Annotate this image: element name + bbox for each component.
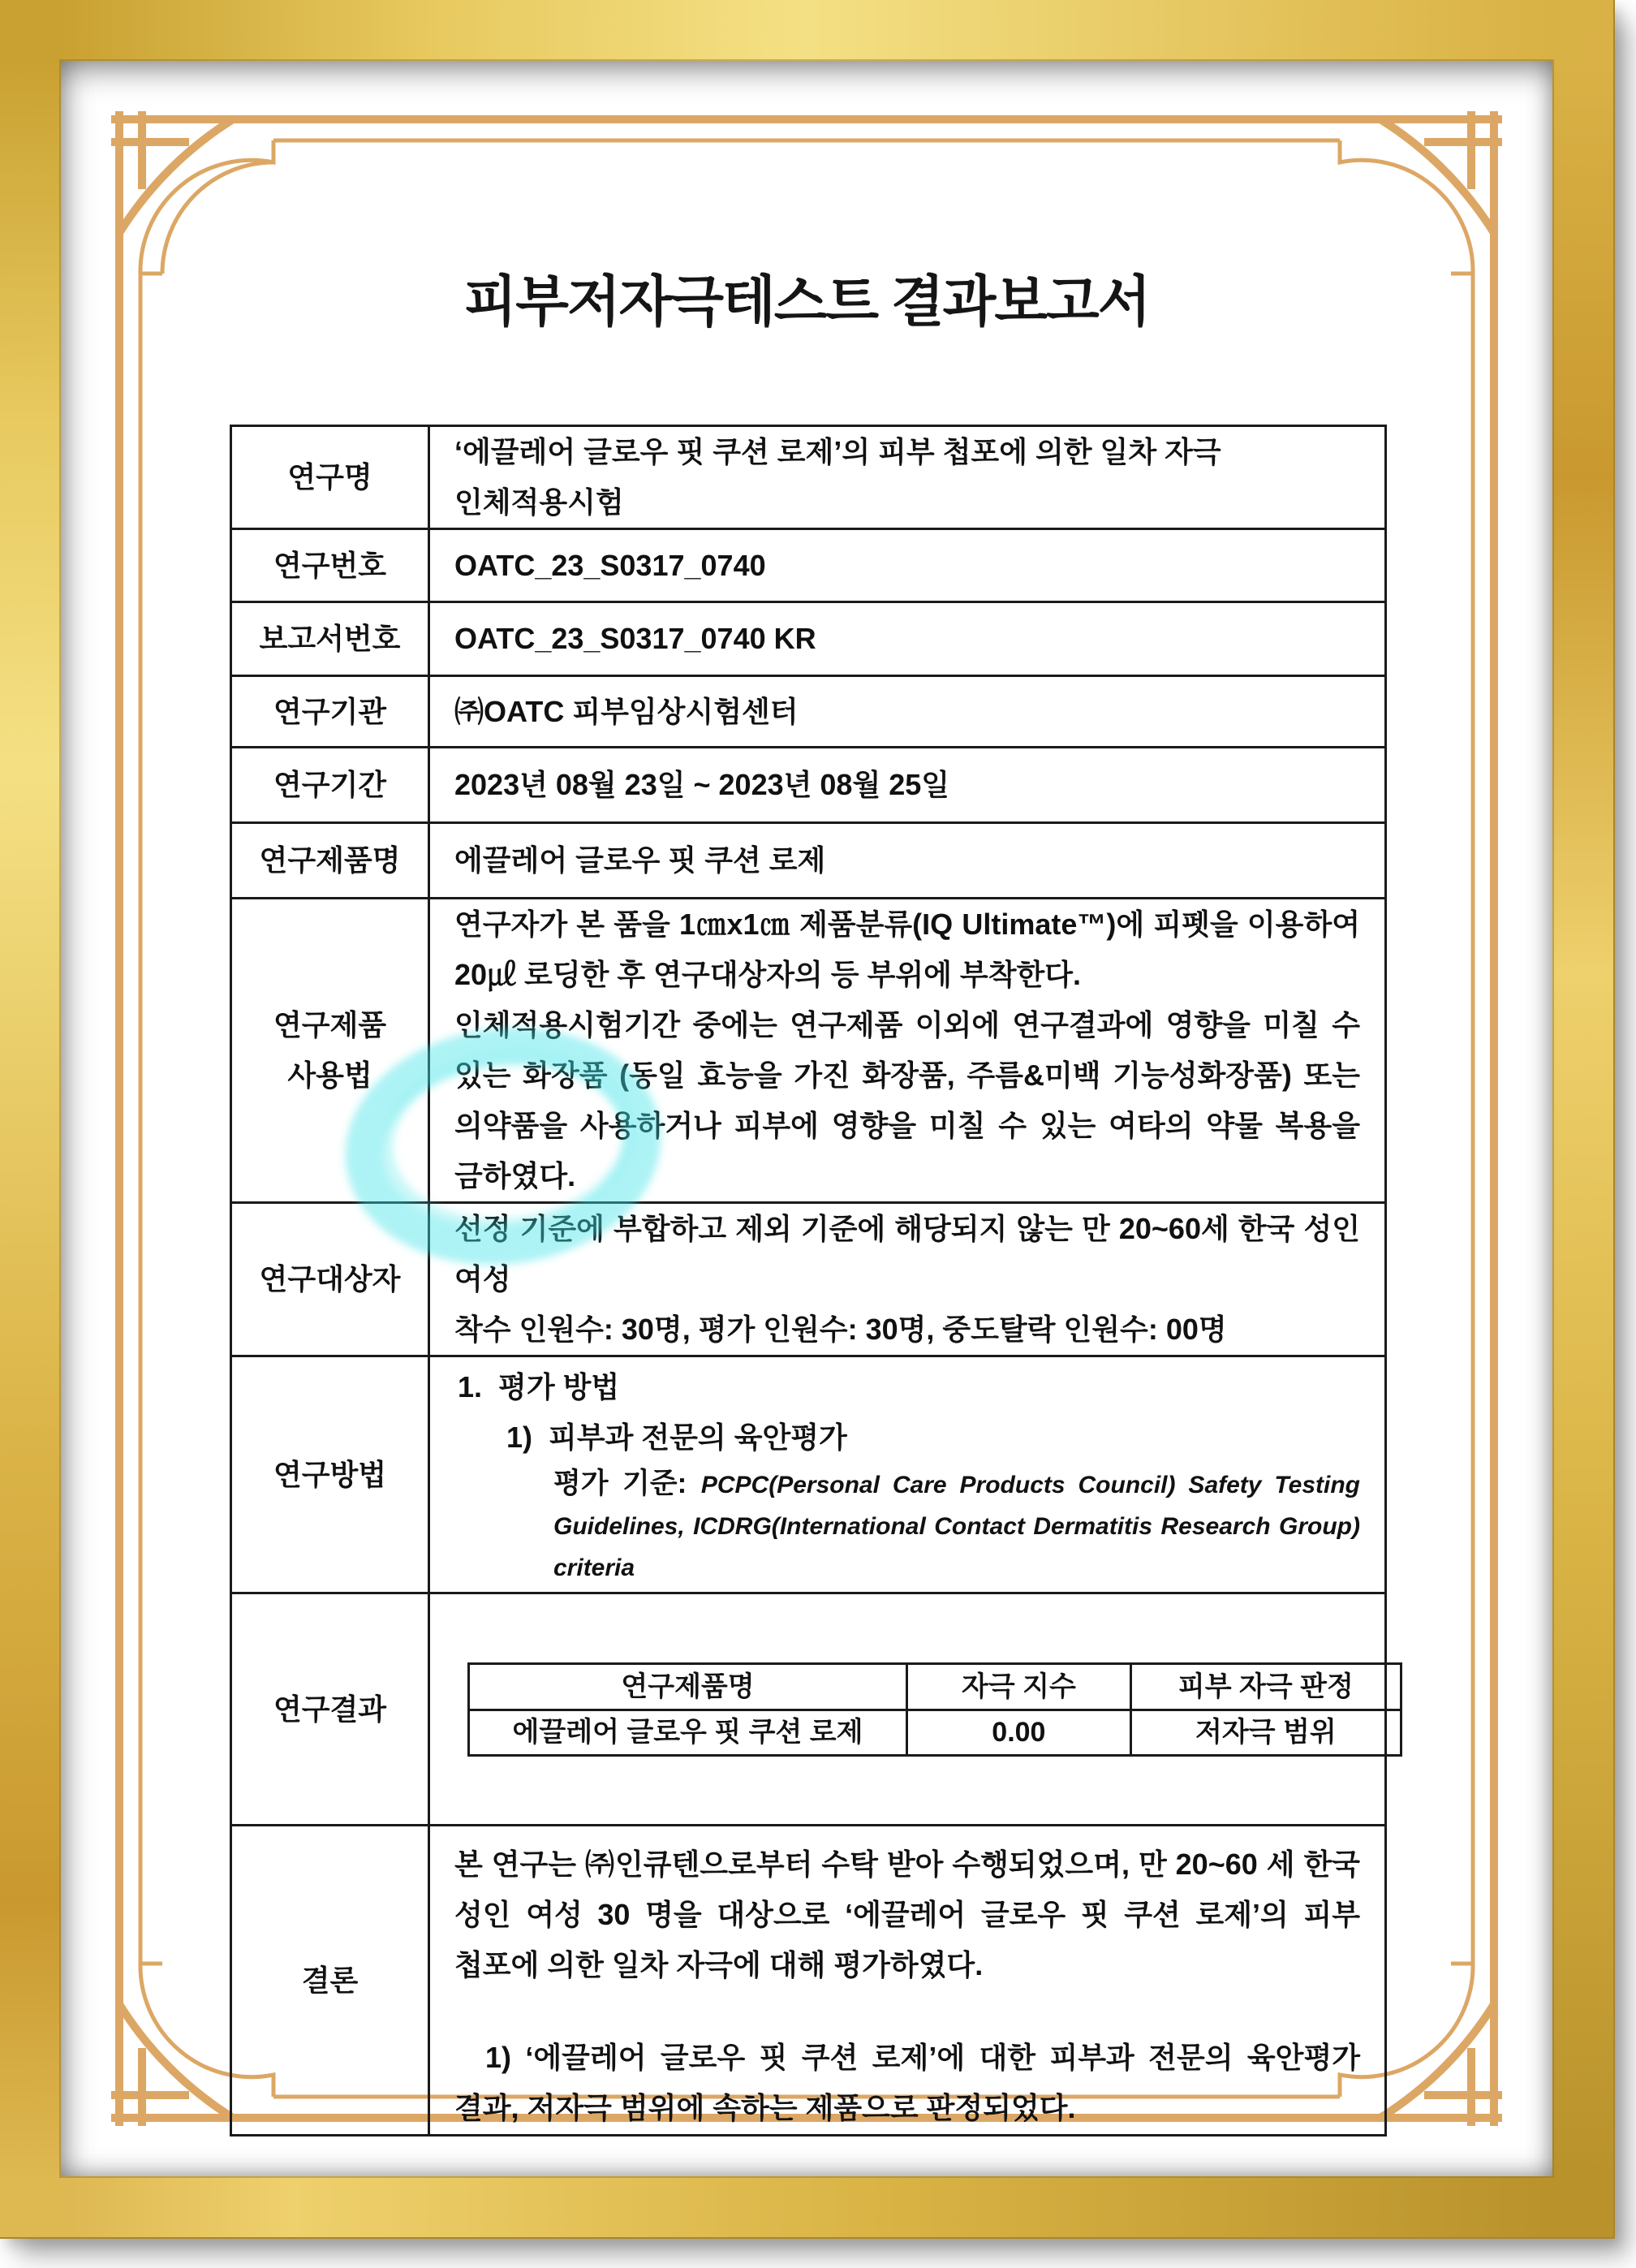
table-row-subjects [231,1203,1386,1356]
row-value [429,899,1386,1203]
usage-paragraph: 인체적용시험기간 중에는 연구제품 이외에 연구결과에 영향을 미칠 수 있는 화장품 (동일 효능을 가진 화장품, 주름&미백 기능성화장품) 또는 의약품을 사용하거나 피부에 영향을 미칠 수 있는 여타의 약물 복용을 금하였다. [454,1008,1360,1192]
row-label: 연구기관 [231,676,429,748]
table-row-institution [231,676,1386,748]
method-criteria: 평가 기준: PCPC(Personal Care Products Council) Safety Testing Guidelines, ICDRG(International Contact Dermatitis Research Group) criteria [553,1468,1360,1581]
row-label: 보고서번호 [231,602,429,676]
column-header: 자극 지수 [907,1663,1131,1710]
table-row-product-name [231,823,1386,899]
subjects-line: 착수 인원수: 30명, 평가 인원수: 30명, 중도탈락 인원수: 00명 [454,1313,1227,1346]
row-value [429,1593,1386,1826]
row-value: 에끌레어 글로우 핏 쿠션 로제 [429,823,1386,899]
column-header: 피부 자극 판정 [1130,1663,1401,1710]
table-row-study-number [231,529,1386,602]
result-cell: 0.00 [907,1710,1131,1755]
row-label: 연구명 [231,426,429,529]
report-table [230,425,1387,2136]
row-value: OATC_23_S0317_0740 KR [429,602,1386,676]
row-value: OATC_23_S0317_0740 [429,529,1386,602]
table-row-report-number [231,602,1386,676]
table-row-usage [231,899,1386,1203]
table-row-results [231,1593,1386,1826]
row-label-line: 연구제품 [273,1008,387,1041]
results-data-row [469,1710,1401,1755]
row-label: 연구결과 [231,1593,429,1826]
row-label: 결론 [231,1826,429,2136]
result-cell: 에끌레어 글로우 핏 쿠션 로제 [469,1710,907,1755]
usage-paragraph: 연구자가 본 품을 1㎝x1㎝ 제품분류(IQ Ultimate™)에 피펫을 이용하여 20㎕ 로딩한 후 연구대상자의 등 부위에 부착한다. [454,908,1360,991]
row-value: ㈜OATC 피부임상시험센터 [429,676,1386,748]
row-label: 연구번호 [231,529,429,602]
row-value: 2023년 08월 23일 ~ 2023년 08월 25일 [429,748,1386,823]
table-row-conclusion [231,1826,1386,2136]
table-row-method [231,1356,1386,1593]
page-title: 피부저자극테스트 결과보고서 [463,271,1150,333]
corner-ornament-top-right [1340,111,1502,274]
table-row-period [231,748,1386,823]
row-value [429,1826,1386,2136]
row-label: 연구대상자 [231,1203,429,1356]
corner-ornament-top-left [111,111,273,274]
conclusion-paragraph: 본 연구는 ㈜인큐텐으로부터 수탁 받아 수행되었으며, 만 20~60 세 한국 성인 여성 30 명을 대상으로 ‘에끌레어 글로우 핏 쿠션 로제’의 피부 첩포에 의한 일차 자극에 대해 평가하였다. [454,1847,1360,1981]
method-subitem: 1) 피부과 전문의 육안평가 [506,1421,847,1454]
result-cell: 저자극 범위 [1130,1710,1401,1755]
row-label [231,899,429,1203]
white-mat [61,61,1552,2176]
method-item: 1. 평가 방법 [458,1370,620,1403]
subjects-line: 선정 기준에 부합하고 제외 기준에 해당되지 않는 만 20~60세 한국 성인 여성 [454,1212,1360,1296]
row-label: 연구방법 [231,1356,429,1593]
row-label: 연구제품명 [231,823,429,899]
results-inner-table [467,1662,1402,1757]
column-header: 연구제품명 [469,1663,907,1710]
row-value [429,1203,1386,1356]
table-row-study-name [231,426,1386,529]
results-header-row [469,1663,1401,1710]
row-value: ‘에끌레어 글로우 핏 쿠션 로제’의 피부 첩포에 의한 일차 자극 인체적용시험 [429,426,1386,529]
row-label-line: 사용법 [287,1059,372,1092]
conclusion-paragraph: 1) ‘에끌레어 글로우 핏 쿠션 로제’에 대한 피부과 전문의 육안평가 결과, 저자극 범위에 속하는 제품으로 판정되었다. [454,2040,1360,2124]
row-value [429,1356,1386,1593]
row-label: 연구기간 [231,748,429,823]
